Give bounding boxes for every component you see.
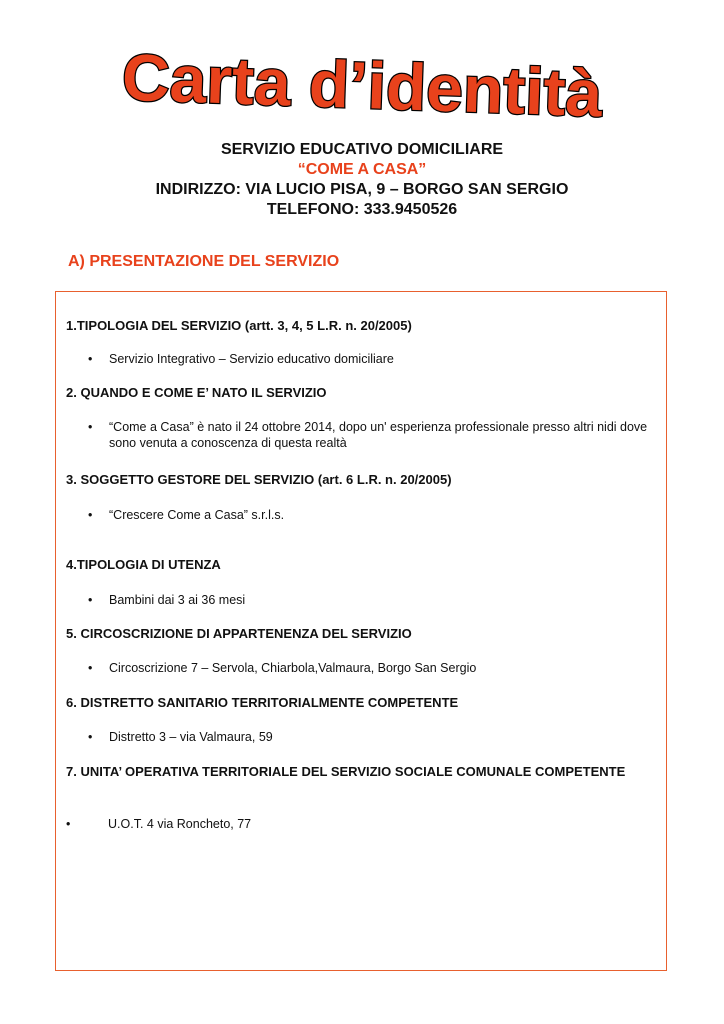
item-text: Circoscrizione 7 – Servola, Chiarbola,Valmaura, Borgo San Sergio — [109, 661, 477, 675]
item-text: Servizio Integrativo – Servizio educativo domiciliare — [109, 352, 394, 366]
item-text: Bambini dai 3 ai 36 mesi — [109, 593, 246, 607]
bullet-icon: • — [88, 508, 93, 522]
item-heading: 4.TIPOLOGIA DI UTENZA — [66, 557, 221, 572]
bullet-icon: • — [88, 420, 93, 434]
header-line-3: INDIRIZZO: VIA LUCIO PISA, 9 – BORGO SAN SERGIO — [155, 181, 569, 198]
item-text: “Crescere Come a Casa” s.r.l.s. — [109, 508, 285, 522]
item-text: U.O.T. 4 via Roncheto, 77 — [108, 817, 252, 831]
header-line-4: TELEFONO: 333.9450526 — [266, 201, 458, 218]
item-text: Distretto 3 – via Valmaura, 59 — [109, 730, 273, 744]
item-heading: 7. UNITA’ OPERATIVA TERRITORIALE DEL SERVIZIO SOCIALE COMUNALE COMPETENTE — [66, 764, 626, 779]
header-line-1: SERVIZIO EDUCATIVO DOMICILIARE — [220, 141, 504, 158]
title-wordart — [0, 30, 724, 130]
item-text: “Come a Casa” è nato il 24 ottobre 2014, dopo un' esperienza professionale presso altri nidi dove sono venuta a conoscenza di questa realtà — [109, 420, 648, 450]
section-heading: A) PRESENTAZIONE DEL SERVIZIO — [68, 253, 340, 270]
item-heading: 2. QUANDO E COME E’ NATO IL SERVIZIO — [66, 385, 327, 400]
document-title — [0, 30, 724, 130]
item-heading: 1.TIPOLOGIA DEL SERVIZIO (artt. 3, 4, 5 L.R. n. 20/2005) — [66, 318, 412, 333]
item-heading: 5. CIRCOSCRIZIONE DI APPARTENENZA DEL SERVIZIO — [66, 626, 412, 641]
item-heading: 3. SOGGETTO GESTORE DEL SERVIZIO (art. 6 L.R. n. 20/2005) — [66, 472, 452, 487]
bullet-icon: • — [88, 352, 93, 366]
bullet-icon: • — [88, 593, 93, 607]
item-heading: 6. DISTRETTO SANITARIO TERRITORIALMENTE COMPETENTE — [66, 695, 459, 710]
header-line-2: “COME A CASA” — [297, 161, 427, 178]
bullet-icon: • — [66, 817, 71, 831]
bullet-icon: • — [88, 661, 93, 675]
title-text: Carta d’identità — [120, 39, 604, 130]
service-header — [0, 140, 724, 220]
bullet-icon: • — [88, 730, 93, 744]
